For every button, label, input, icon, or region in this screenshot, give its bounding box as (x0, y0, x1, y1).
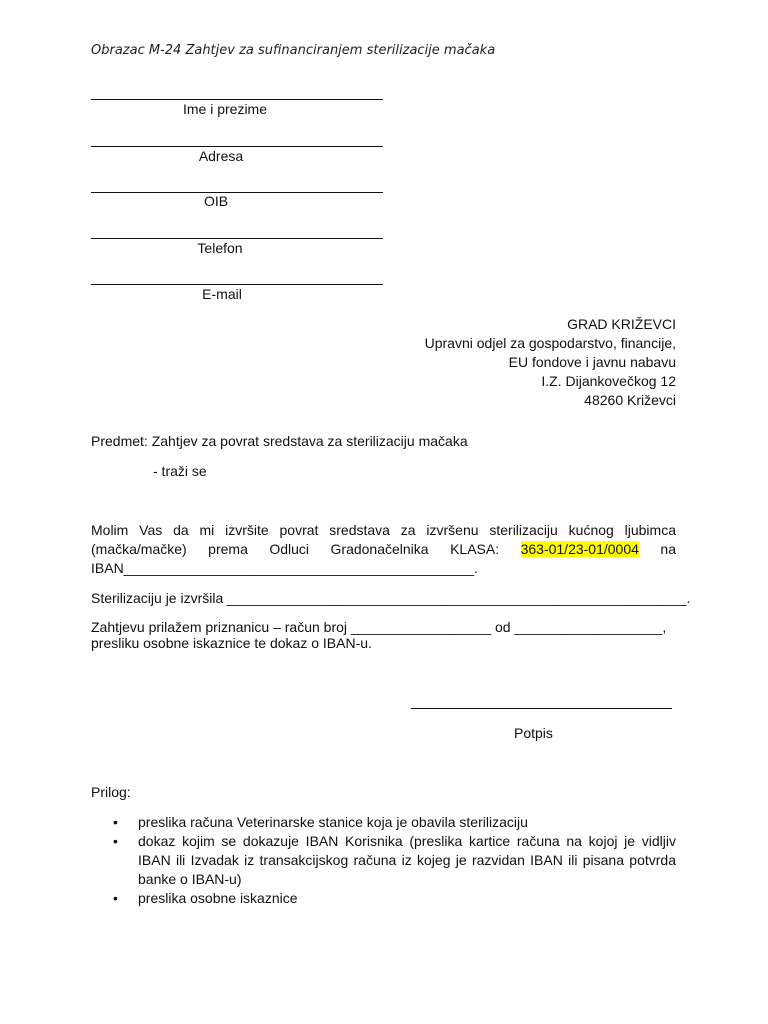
recipient-line-2: Upravni odjel za gospodarstvo, financije, (424, 335, 676, 351)
attachment-item-2: dokaz kojim se dokazuje IBAN Korisnika (preslika kartice računa na kojoj je vidljiv IBAN ili Izvadak iz transakcijskog računa iz kojeg je razvidan IBAN ili pisana potvrda banke o IBAN-u) (138, 833, 676, 887)
form-header: Obrazac M-24 Zahtjev za sufinanciranjem sterilizacije mačaka (91, 43, 496, 58)
request-paragraph (91, 521, 676, 578)
bullet-icon: • (113, 814, 118, 830)
attach-line-1[interactable]: Zahtjevu prilažem priznanicu – račun broj __________________ od ___________________, (91, 619, 667, 635)
request-text-after: na IBAN_____________________________________________. (91, 541, 676, 576)
subject-line: Predmet: Zahtjev za povrat sredstava za sterilizaciju mačaka (91, 433, 468, 449)
recipient-line-3: EU fondove i javnu nabavu (508, 354, 676, 370)
bullet-icon: • (113, 833, 118, 849)
bullet-icon: • (113, 890, 118, 906)
sterilized-by-line[interactable]: Sterilizaciju je izvršila ___________________________________________________________. (91, 590, 691, 606)
recipient-line-4: I.Z. Dijankovečkog 12 (541, 373, 676, 389)
recipient-line-5: 48260 Križevci (584, 392, 676, 408)
subject-sub: - traži se (153, 463, 207, 479)
list-item (91, 832, 676, 889)
address-line (91, 146, 383, 147)
list-item (91, 889, 676, 908)
address-label: Adresa (198, 148, 244, 164)
signature-line (411, 708, 672, 709)
phone-label: Telefon (197, 240, 243, 256)
klasa-number: 363-01/23-01/0004 (520, 541, 639, 557)
oib-label: OIB (203, 193, 229, 209)
attachment-item-1: preslika računa Veterinarske stanice koja je obavila sterilizaciju (138, 814, 528, 830)
name-label: Ime i prezime (182, 101, 268, 117)
email-line (91, 284, 383, 285)
recipient-address (425, 315, 676, 410)
email-label: E-mail (202, 286, 242, 302)
list-item (91, 813, 676, 832)
attachment-item-3: preslika osobne iskaznice (138, 890, 298, 906)
signature-label: Potpis (514, 725, 553, 741)
attach-line-2: presliku osobne iskaznice te dokaz o IBAN-u. (91, 635, 372, 651)
attachments-list (91, 813, 676, 908)
phone-line (91, 238, 383, 239)
attachments-title: Prilog: (91, 784, 131, 800)
name-line (91, 99, 383, 100)
recipient-line-1: GRAD KRIŽEVCI (567, 316, 676, 332)
request-text-before: Molim Vas da mi izvršite povrat sredstava za izvršenu sterilizaciju kućnog ljubimca (mačka/mačke) prema Odluci Gradonačelnika KLASA: (91, 522, 676, 557)
